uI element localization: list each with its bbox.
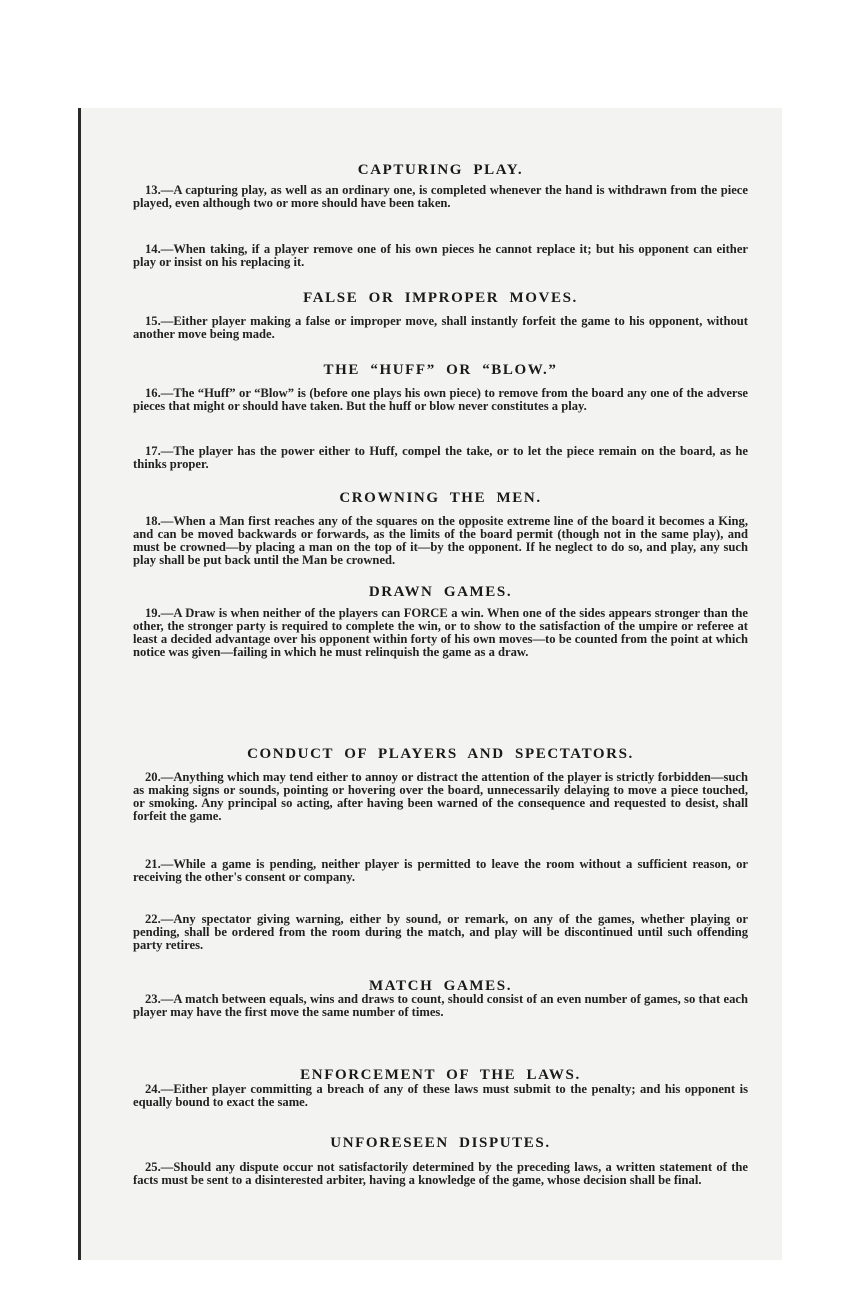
rule-14: 14.—When taking, if a player remove one of his own pieces he cannot replace it; but his opponent can either play or insist on his replacing it.: [133, 242, 748, 269]
page-edge: [78, 108, 81, 1260]
rule-25: 25.—Should any dispute occur not satisfactorily determined by the preceding laws, a written statement of the facts must be sent to a disinterested arbiter, having a knowledge of the game, whose decision shall be final.: [133, 1160, 748, 1187]
rule-18: 18.—When a Man first reaches any of the squares on the opposite extreme line of the board it becomes a King, and can be moved backwards or forwards, as the limits of the board permit (though not in the same play), and must be crowned—by placing a man on the top of it—by the opponent. If he neglect to do so, and play, any such play shall be put back until the Man be crowned.: [133, 514, 748, 567]
heading-unforeseen: UNFORESEEN DISPUTES.: [330, 1135, 551, 1151]
heading-capturing-play: CAPTURING PLAY.: [357, 162, 524, 178]
rule-21: 21.—While a game is pending, neither player is permitted to leave the room without a sufficient reason, or receiving the other's consent or company.: [133, 857, 748, 884]
rule-23: 23.—A match between equals, wins and draws to count, should consist of an even number of games, so that each player may have the first move the same number of times.: [133, 992, 748, 1019]
heading-match-games: MATCH GAMES.: [368, 978, 513, 994]
heading-drawn-games: DRAWN GAMES.: [368, 584, 513, 600]
heading-false-moves: FALSE OR IMPROPER MOVES.: [303, 290, 578, 306]
heading-crowning: CROWNING THE MEN.: [339, 490, 542, 506]
rule-19: 19.—A Draw is when neither of the players can FORCE a win. When one of the sides appears stronger than the other, the stronger party is required to complete the win, or to show to the satisfaction of the umpire or referee at least a decided advantage over his opponent within forty of his own moves—to be counted from the point at which notice was given—failing in which he must relinquish the game as a draw.: [133, 606, 748, 659]
rule-24: 24.—Either player committing a breach of any of these laws must submit to the penalty; and his opponent is equally bound to exact the same.: [133, 1082, 748, 1109]
rule-20: 20.—Anything which may tend either to annoy or distract the attention of the player is strictly forbidden—such as making signs or sounds, pointing or hovering over the board, unnecessarily delaying to move a piece touched, or smoking. Any principal so acting, after having been warned of the consequence and requested to desist, shall forfeit the game.: [133, 770, 748, 823]
heading-conduct: CONDUCT OF PLAYERS AND SPECTATORS.: [247, 746, 634, 762]
rule-15: 15.—Either player making a false or improper move, shall instantly forfeit the game to his opponent, without another move being made.: [133, 314, 748, 341]
heading-huff-blow: THE “HUFF” OR “BLOW.”: [323, 362, 558, 378]
rule-16: 16.—The “Huff” or “Blow” is (before one plays his own piece) to remove from the board any one of the adverse pieces that might or should have taken. But the huff or blow never constitutes a play.: [133, 386, 748, 413]
rule-22: 22.—Any spectator giving warning, either by sound, or remark, on any of the games, whether playing or pending, shall be ordered from the room during the match, and play will be discontinued until such offending party retires.: [133, 912, 748, 952]
rule-17: 17.—The player has the power either to Huff, compel the take, or to let the piece remain on the board, as he thinks proper.: [133, 444, 748, 471]
heading-enforcement: ENFORCEMENT OF THE LAWS.: [300, 1067, 581, 1083]
rule-13: 13.—A capturing play, as well as an ordinary one, is completed whenever the hand is withdrawn from the piece played, even although two or more should have been taken.: [133, 183, 748, 210]
